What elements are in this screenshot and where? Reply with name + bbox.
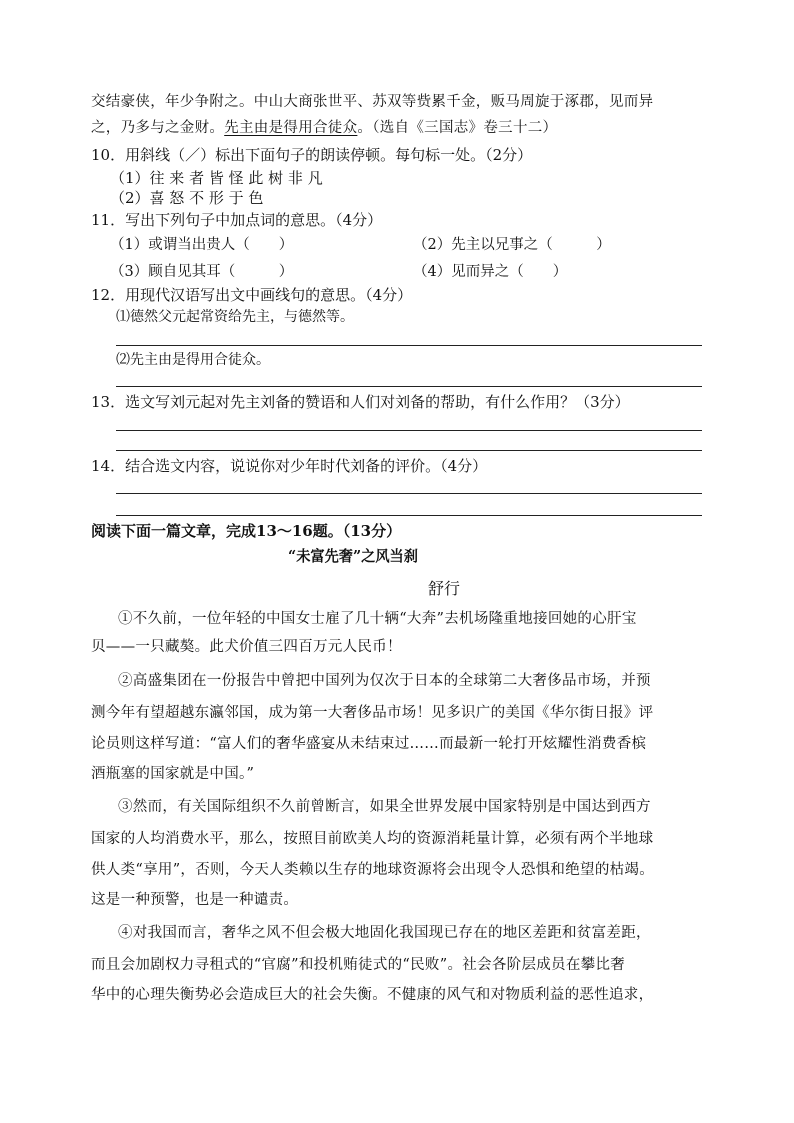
q11-item-4: （4）见而异之（ ） (413, 264, 568, 280)
q10-item-1: （1）往 来 者 皆 怪 此 树 非 凡 (110, 169, 323, 187)
q11-item-3: （3）顾自见其耳（ ） (110, 264, 294, 280)
p3-line-1: ③然而，有关国际组织不久前曾断言，如果全世界发展中国家特别是中国达到西方 (118, 799, 651, 815)
q12-item-2: ⑵先主由是得用合徒众。 (116, 352, 270, 368)
passage-line-2-post: 。（选自《三国志》卷三十二） (357, 120, 558, 136)
p3-line-4: 这是一种预警，也是一种谴责。 (91, 892, 299, 908)
p2-line-4: 酒瓶塞的国家就是中国。” (91, 766, 255, 782)
section-instruction: 阅读下面一篇文章，完成13～16题。（13分） (91, 522, 402, 540)
answer-line (116, 430, 702, 431)
q11-item-1: （1）或谓当出贵人（ ） (110, 237, 294, 253)
answer-line (116, 515, 702, 516)
p3-line-3: 供人类“享用”，否则，今天人类赖以生存的地球资源将会出现令人恐惧和绝望的枯竭。 (91, 862, 655, 878)
p4-line-2: 而且会加剧权力寻租式的“官腐”和投机贿徒式的“民败”。社会各阶层成员在攀比奢 (91, 957, 626, 973)
answer-line (116, 450, 702, 451)
q11-item-2: （2）先主以兄事之（ ） (413, 237, 611, 253)
passage-line-2 (91, 118, 557, 138)
q10-stem: 10．用斜线（／）标出下面句子的朗读停顿。每句标一处。（2分） (91, 146, 533, 164)
q12-item-1: ⑴德然父元起常资给先主，与德然等。 (116, 309, 354, 325)
p4-line-3: 华中的心理失衡势必会造成巨大的社会失衡。不健康的风气和对物质利益的恶性追求， (91, 987, 654, 1003)
underlined-sentence: 先主由是得用合徒众 (224, 120, 358, 136)
article-title: “未富先奢”之风当刹 (288, 547, 418, 565)
q11-stem: 11．写出下列句子中加点词的意思。（4分） (91, 211, 383, 229)
p1-line-2: 贝——一只藏獒。此犬价值三四百万元人民币！ (91, 639, 402, 655)
answer-line (116, 345, 702, 346)
p4-line-1: ④对我国而言，奢华之风不但会极大地固化我国现已存在的地区差距和贫富差距， (118, 925, 651, 941)
article-author: 舒行 (428, 579, 461, 598)
answer-line (116, 386, 702, 387)
p1-line-1: ①不久前，一位年轻的中国女士雇了几十辆“大奔”去机场隆重地接回她的心肝宝 (118, 611, 637, 627)
q13-stem: 13．选文写刘元起对先主刘备的赞语和人们对刘备的帮助，有什么作用？（3分） (91, 393, 630, 411)
passage-line-1: 交结豪侠，年少争附之。中山大商张世平、苏双等赀累千金，贩马周旋于涿郡，见而异 (91, 94, 654, 110)
p2-line-3: 论员则这样写道：“富人们的奢华盛宴从未结束过……而最新一轮打开炫耀性消费香槟 (91, 736, 647, 752)
q12-stem: 12．用现代汉语写出文中画线句的意思。（4分） (91, 286, 413, 304)
p3-line-2: 国家的人均消费水平，那么，按照目前欧美人均的资源消耗量计算，必须有两个半地球 (91, 831, 654, 847)
answer-line (116, 493, 702, 494)
p2-line-1: ②高盛集团在一份报告中曾把中国列为仅次于日本的全球第二大奢侈品市场，并预 (118, 673, 651, 689)
passage-line-2-pre: 之，乃多与之金财。 (91, 120, 225, 136)
p2-line-2: 测今年有望超越东瀛邻国，成为第一大奢侈品市场！见多识广的美国《华尔街日报》评 (91, 705, 654, 721)
q14-stem: 14．结合选文内容，说说你对少年时代刘备的评价。（4分） (91, 457, 488, 475)
q10-item-2: （2）喜 怒 不 形 于 色 (110, 189, 264, 207)
